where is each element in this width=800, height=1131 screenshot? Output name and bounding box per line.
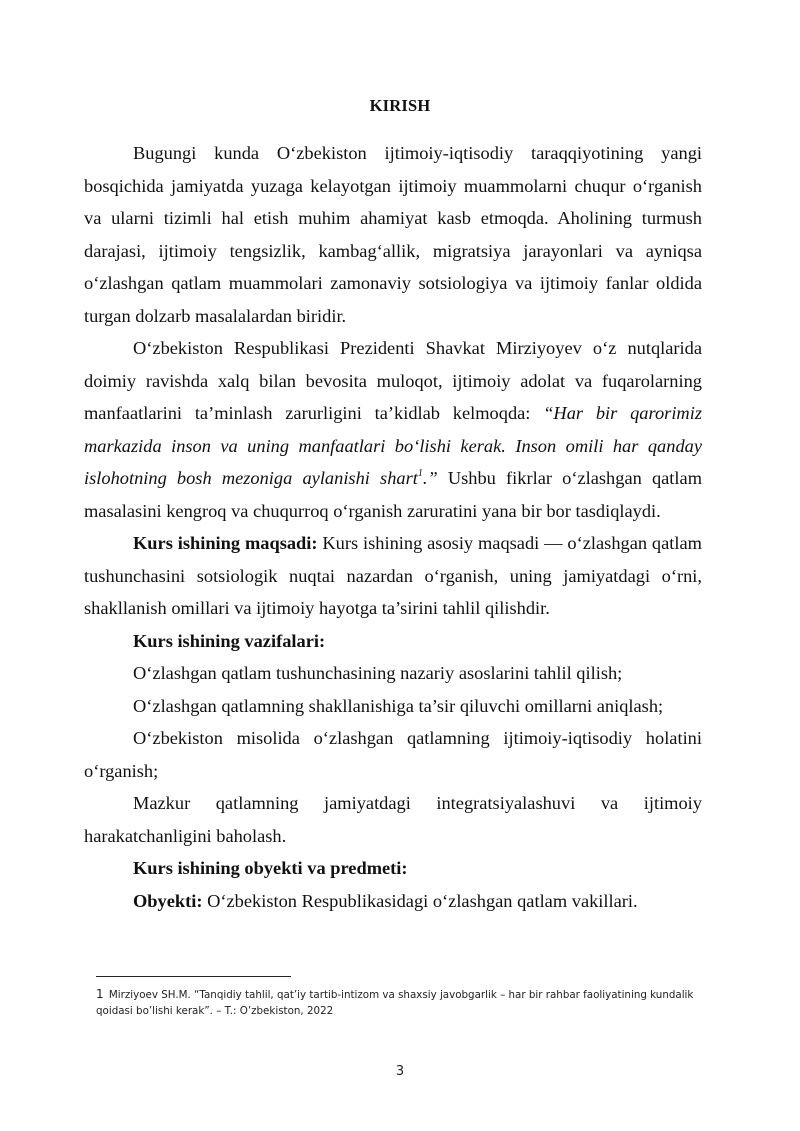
task-item: O‘zlashgan qatlamning shakllanishiga ta’sir qiluvchi omillarni aniqlash; <box>133 695 664 716</box>
footnote-separator <box>96 976 291 977</box>
goal-label: Kurs ishining maqsadi: <box>133 533 318 553</box>
paragraph-president-quote <box>84 332 702 527</box>
tasks-heading: Kurs ishining vazifalari: <box>133 630 326 651</box>
page-number: 3 <box>395 1064 405 1079</box>
footnote-number: 1 <box>96 987 104 1001</box>
quote-text: “Har bir qarorimiz markazida inson va uning manfaatlari bo‘lishi kerak. Inson omili har qanday islohotning bosh mezoniga aylanishi shart <box>84 403 702 488</box>
goal-text: Kurs ishining asosiy maqsadi — o‘zlashgan qatlam tushunchasini sotsiologik nuqtai nazardan o‘rganish, uning jamiyatdagi o‘rni, shakllanish omillari va ijtimoiy hayotga ta’sirini tahlil qilishdir. <box>84 533 702 618</box>
object-subject-heading: Kurs ishining obyekti va predmeti: <box>133 858 408 878</box>
object-label: Obyekti: <box>133 890 203 911</box>
page-title: KIRISH <box>369 96 431 115</box>
task-item: O‘zbekiston misolida o‘zlashgan qatlamning ijtimoiy-iqtisodiy holatini o‘rganish; <box>84 728 702 781</box>
quote-intro-text: O‘zbekiston Respublikasi Prezidenti Shavkat Mirziyoyev o‘z nutqlarida doimiy ravishda xalq bilan bevosita muloqot, ijtimoiy adolat va fuqarolarning manfaatlarini ta’minlash zarurligini ta’kidlab kelmoqda: <box>84 338 702 423</box>
quote-followup-text: Ushbu fikrlar o‘zlashgan qatlam masalasini kengroq va chuqurroq o‘rganish zaruratini yana bir bor tasdiqlaydi. <box>84 468 702 521</box>
paragraph-goal <box>84 527 702 625</box>
footnote <box>96 986 706 1019</box>
body-text <box>84 137 702 917</box>
paragraph-object <box>84 885 702 918</box>
footnote-reference[interactable]: 1 <box>417 467 423 479</box>
task-item: O‘zlashgan qatlam tushunchasining nazariy asoslarini tahlil qilish; <box>133 663 623 683</box>
paragraph-introduction: Bugungi kunda O‘zbekiston ijtimoiy-iqtisodiy taraqqiyotining yangi bosqichida jamiyatda yuzaga kelayotgan ijtimoiy muammolarni chuqur o‘rganish va ularni tizimli hal etish muhim ahamiyat kasb etmoqda. Aholining turmush darajasi, ijtimoiy tengsizlik, kambag‘allik, migratsiya jarayonlari va ayniqsa o‘zlashgan qatlam muammolari zamonaviy sotsiologiya va ijtimoiy fanlar oldida turgan dolzarb masalalardan biridir. <box>84 143 702 326</box>
footnote-text: Mirziyoev SH.M. “Tanqidiy tahlil, qat’iy tartib-intizom va shaxsiy javobgarlik – har bir rahbar faoliyatining kundalik qoidasi bo’lishi kerak”. – T.: O’zbekiston, 2022 <box>96 989 694 1017</box>
task-item: Mazkur qatlamning jamiyatdagi integratsiyalashuvi va ijtimoiy harakatchanligini baholash. <box>84 793 702 846</box>
quote-end: .” <box>422 468 438 488</box>
object-text: O‘zbekiston Respublikasidagi o‘zlashgan qatlam vakillari. <box>202 890 638 911</box>
